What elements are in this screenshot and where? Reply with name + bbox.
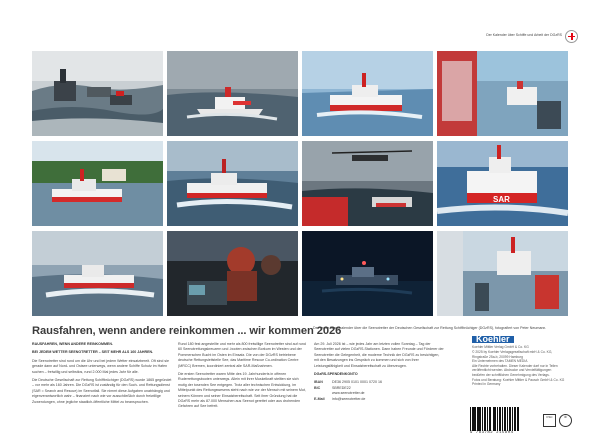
paragraph: Die Seenotretter sind rund um die Uhr und bei jedem Wetter einsatzbereit. Oft sind sie gerade dann auf Nord- und Ostsee unterwegs, wenn andere Schiffe Schutz im Hafen suchen – freiwillig und selbstlos, rund 2.000 Mal jedes Jahr für alle. (32, 358, 169, 374)
barcode-bar (485, 407, 486, 431)
eco-labels (543, 410, 593, 438)
barcode-bar (490, 407, 491, 431)
bank-title: DGzRS-SPENDENKONTO (314, 372, 358, 377)
photo-9 (32, 231, 163, 316)
imprint-line: veröffentlicht werden. Abdrucke und Vervielfältigungen (472, 368, 552, 373)
email-link[interactable]: info@seenotretter.de (332, 396, 366, 401)
isbn-barcode (470, 407, 538, 439)
barcode-bar (480, 407, 481, 431)
barcode-bar (518, 407, 519, 431)
paragraph: Die Deutsche Gesellschaft zur Rettung Schiffbrüchiger (DGzRS) wurde 1865 gegründet – vor mehr als 160 Jahren. Die DGzRS ist zuständig für den Such- und Rettungsdienst (SAR = Search and Rescue) im Seenotfall. Sie nimmt diese Aufgaben unabhängig und eigenverantwortlich wahr – finanziert nach wie vor ausschließlich durch freiwillige Zuwendungen, ohne jegliche staatlich-öffentliche Mittel zu beanspruchen. (32, 378, 172, 404)
photo-5 (32, 141, 163, 226)
paragraph: Am 29. Juli 2026 ist – wie jedes Jahr am letzten vollen Sonntag – Tag der Seenotretter auf vielen DGzRS-Stationen. Dann haben Freunde und Förderer der Seenotretter die Gelegenheit, die moderne Technik der DGzRS zu besichtigen, mit den Besatzungen ins Gespräch zu kommen und sich von ihrer Leistungsfähigkeit und Einsatzbereitschaft zu überzeugen. (314, 342, 444, 368)
svg-text:SAR: SAR (493, 195, 510, 204)
imprint-line: Ringstraße 25a-b, 20099 Hamburg (472, 354, 523, 359)
imprint-line: © 2025 by Koehler Verlagsgesellschaft mbH & Co. KG, (472, 350, 553, 354)
barcode-bar (495, 407, 496, 431)
photo-1 (32, 51, 163, 136)
subline: Der große Wandkalender über die Seenotretter der Deutschen Gesellschaft zur Rettung Schiffbrüchiger (DGzRS), fotografiert von Peter Neumann. (313, 326, 547, 330)
imprint-line: Printed in Germany (472, 382, 501, 387)
mail-row[interactable]: E-Mail info@seenotretter.de (314, 396, 366, 401)
barcode-bar (500, 407, 501, 431)
brand-sub: Koehler Mittler Verlag GmbH & Co. KG (472, 345, 529, 350)
barcode-icon (470, 407, 538, 431)
barcode-bar (505, 407, 506, 431)
imprint-line: Alle Rechte vorbehalten. Dieser Kalender darf nur in Teilen (472, 363, 558, 368)
iban-row: IBAN DE36 2905 0101 0001 0720 16 (314, 380, 382, 385)
lead-1: RAUSFAHREN, WENN ANDERE REINKOMMEN. (32, 342, 113, 346)
isbn-text: 9 783782 215804 (470, 431, 514, 435)
fsc-icon: FSC (543, 414, 556, 427)
text-column-1 (32, 342, 172, 408)
photo-6 (167, 141, 298, 226)
paragraph: Rund 180 fest angestellte und mehr als 800 freiwillige Seenotretter sind auf rund 60 Seenotrettungskreuzern und -booten zwischen Borkum im Westen und der Pommerschen Bucht im Osten im Einsatz. Die von der DGzRS betriebene deutsche Rettungsleitstelle See, das Maritime Rescue Co-ordination Centre (MRCC) Bremen, koordiniert zentral alle SAR-Maßnahmen. (178, 342, 306, 368)
text-column-2 (178, 342, 308, 413)
photo-grid (32, 51, 569, 317)
website-link[interactable]: www.seenotretter.de (332, 391, 365, 396)
recycle-icon: ♻ (559, 414, 572, 427)
photo-11 (302, 231, 433, 316)
lead-2: BEI JEDEM WETTER SEENOTRETTER – SEIT MEHR ALS 160 JAHREN. (32, 350, 154, 355)
koehler-logo: Koehler (472, 336, 514, 343)
photo-2 (167, 51, 298, 136)
publisher-column (472, 336, 594, 387)
paragraph: Die ersten Seenotretter waren Mitte des 19. Jahrhunderts in offenen Ruderrettungsbooten unterwegs. Allein mit ihrer Muskelkraft stellten sie sich mutig der tosenden See entgegen. Trotz aller technischen Entwicklung, im Mittelpunkt des Rettungswesens steht nach wie vor der Mensch mit seinem Mut, seinem Können und seiner Einsatzbereitschaft. Seit ihrer Gründung hat die DGzRS mehr als 87.000 Menschen aus Seenot gerettet oder aus drohenden Gefahren auf See befreit. (178, 372, 306, 409)
tagline: Der Kalender über Schiffe und Arbeit der DGzRS (486, 33, 562, 37)
barcode-bar (475, 407, 476, 431)
photo-7 (302, 141, 433, 226)
barcode-bar (510, 407, 511, 431)
photo-12 (437, 231, 568, 316)
imprint-line: Fotos und Beratung: Koehler Mittler & Pausch GmbH & Co. KG (472, 377, 565, 382)
barcode-bar (470, 407, 471, 431)
photo-4 (437, 51, 568, 136)
photo-3 (302, 51, 433, 136)
headline: Rausfahren, wenn andere reinkommen ... wir kommen 2026 (32, 325, 342, 337)
barcode-bar (515, 407, 516, 431)
photo-10 (167, 231, 298, 316)
bic: SBREDE22 (332, 385, 351, 390)
iban: DE36 2905 0101 0001 0720 16 (332, 380, 382, 385)
photo-8 (437, 141, 568, 226)
text-column-3 (314, 342, 444, 402)
imprint-line: Ein Unternehmen des TAMEN MEDIA (472, 359, 528, 364)
top-branding (440, 30, 596, 44)
imprint-line: bedürfen der schriftlichen Genehmigung des Verlags. (472, 372, 550, 377)
dgzrs-cross-icon (565, 30, 578, 43)
bic-row: BIC SBREDE22 (314, 385, 351, 390)
